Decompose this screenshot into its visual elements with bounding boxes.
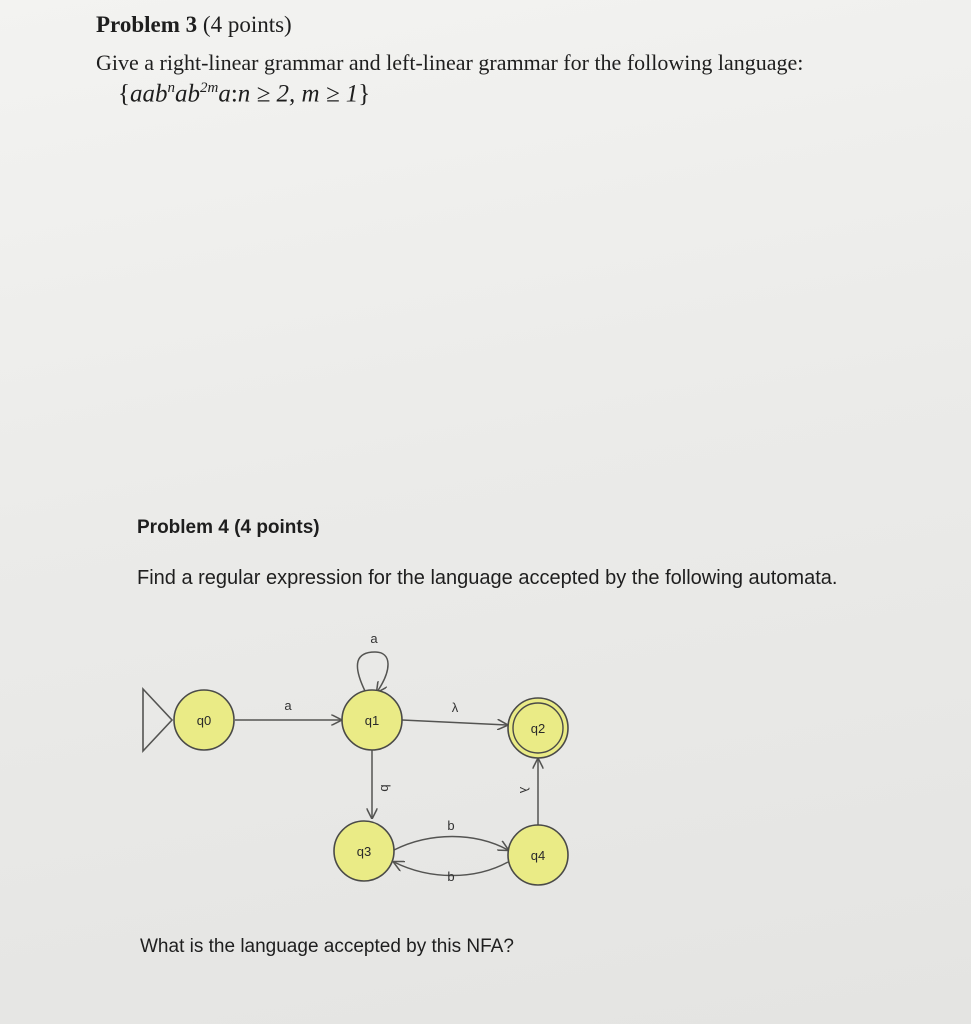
start-arrow-icon xyxy=(143,689,172,751)
edge-q1-loop xyxy=(357,652,388,692)
edge-label-q0-q1: a xyxy=(284,698,292,713)
state-q2 xyxy=(508,698,568,758)
state-q1-label: q1 xyxy=(364,713,380,728)
state-q4 xyxy=(508,825,568,885)
problem-4-body: Find a regular expression for the language accepted by the following automata. xyxy=(137,567,838,589)
problem-3-title: Problem 3 xyxy=(96,12,198,37)
set-middle: ab xyxy=(175,80,200,108)
edge-q3-q4 xyxy=(394,837,508,851)
nfa-diagram xyxy=(0,620,971,920)
set-exponent-2m: 2m xyxy=(200,80,219,96)
edge-label-q4-q2: λ xyxy=(517,786,532,794)
state-q1 xyxy=(342,690,402,750)
set-open-brace: { xyxy=(118,80,130,108)
state-q3 xyxy=(334,821,394,881)
set-exponent-n: n xyxy=(167,80,175,96)
problem-4-title: Problem 4 (4 points) xyxy=(137,517,320,538)
state-q3-label: q3 xyxy=(356,844,372,859)
problem-3-heading xyxy=(96,12,292,38)
edge-q1-q2 xyxy=(402,720,507,725)
edge-label-q1-q3: b xyxy=(378,784,393,792)
language-set xyxy=(118,80,370,108)
problem-3-body: Give a right-linear grammar and left-linear grammar for the following language: xyxy=(96,50,804,75)
state-q4-label: q4 xyxy=(530,848,546,863)
edge-label-q1-q2: λ xyxy=(451,700,459,715)
state-q0-label: q0 xyxy=(196,713,212,728)
state-q2-label: q2 xyxy=(530,721,546,736)
set-colon: : xyxy=(230,80,238,108)
edge-label-q3-q4: b xyxy=(447,818,455,833)
set-suffix: a xyxy=(218,80,231,108)
edge-label-q4-q3: b xyxy=(447,869,455,884)
set-condition: n ≥ 2, m ≥ 1 xyxy=(237,80,359,108)
problem-4-question: What is the language accepted by this NFA? xyxy=(140,936,514,957)
set-prefix: aab xyxy=(130,80,168,108)
problem-3-points: (4 points) xyxy=(202,12,292,37)
state-q0 xyxy=(174,690,234,750)
set-close-brace: } xyxy=(358,80,371,108)
edge-label-q1-loop: a xyxy=(370,631,378,646)
